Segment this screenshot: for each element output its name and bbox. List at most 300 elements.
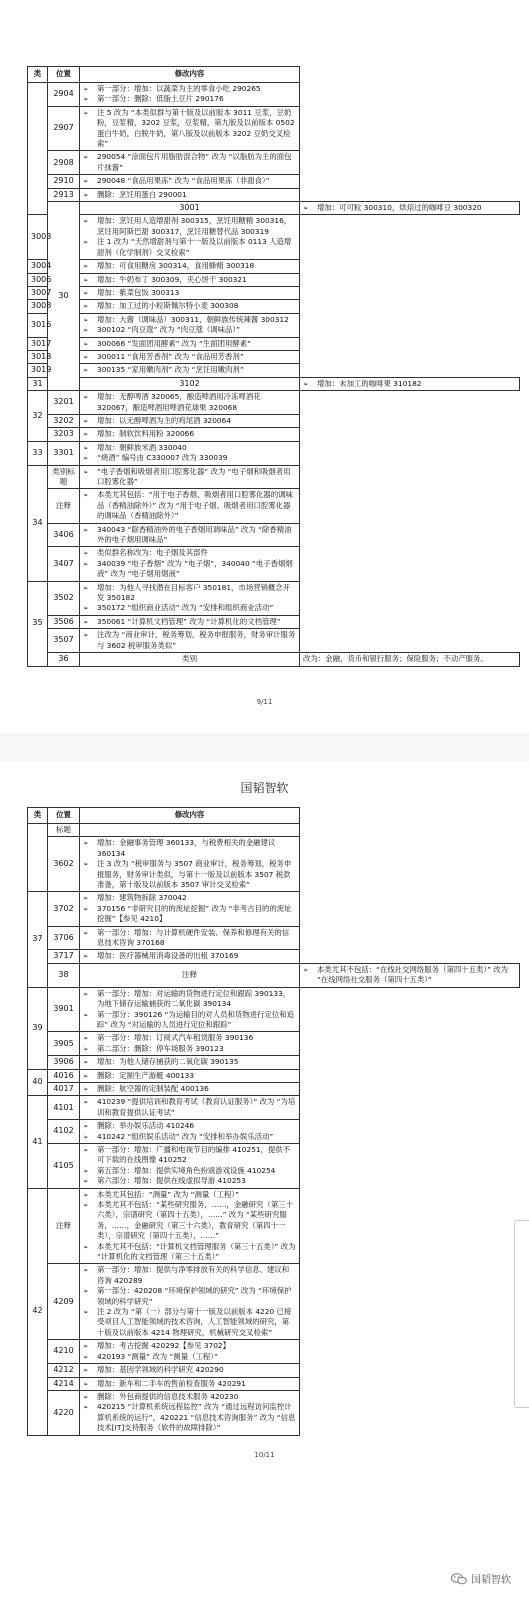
arrow-bullet-icon: ➢: [83, 1201, 89, 1209]
change-item: [83, 1352, 296, 1362]
change-text: 420193 “测量” 改为 “测量（工程）”: [97, 1351, 218, 1361]
table-row: [28, 300, 520, 313]
arrow-bullet-icon: ➢: [83, 928, 89, 937]
arrow-bullet-icon: ➢: [83, 1098, 89, 1107]
change-item: [83, 1200, 296, 1242]
position-cell: 4101: [48, 1096, 80, 1120]
header-class: 类: [28, 67, 48, 83]
change-content-cell: [80, 414, 300, 427]
position-cell: 4105: [48, 1143, 80, 1188]
change-content-cell: [80, 629, 300, 653]
change-text: 增加：可可粒 300310，烘焙过的咖啡豆 300320: [317, 203, 482, 213]
change-item: [83, 1057, 296, 1067]
arrow-bullet-icon: ➢: [83, 352, 89, 361]
position-cell: 3001: [80, 202, 300, 215]
change-text: 增加：可食用糖房 300314，食用蜂蜡 300318: [97, 261, 255, 271]
change-text: 第一部分：增加：订阅式汽车租赁服务 390136: [97, 1033, 254, 1043]
change-text: 增加：以无醇啤酒为主的鸡尾酒 320064: [97, 415, 232, 425]
arrow-bullet-icon: ➢: [83, 85, 89, 93]
position-cell: 3706: [48, 926, 80, 950]
position-cell: 3717: [48, 950, 80, 963]
position-cell: 2908: [48, 151, 80, 175]
change-text: 本类尤其不包括：“某些研究服务，……，金融研究（第三十六类），宗谱研究（第四十五类），……” 改为 “某些研究服务，……，金融研究（第三十六类），教育研究（第四十一类），宗谱研究（第四十五类），……”: [97, 1200, 293, 1241]
change-item: [83, 152, 296, 173]
position-cell: 4209: [48, 1264, 80, 1340]
arrow-bullet-icon: ➢: [83, 1379, 89, 1388]
arrow-bullet-icon: ➢: [83, 604, 89, 613]
change-text: 改为：金融，货币和银行服务；保险服务；不动产服务。: [303, 654, 488, 664]
position-cell: 注释: [80, 963, 300, 987]
change-item: [83, 1242, 296, 1263]
table-row: [28, 824, 520, 837]
change-item: [83, 630, 296, 651]
change-content-cell: [80, 350, 300, 363]
header-content: 修改内容: [80, 67, 300, 83]
class-number-cell: [28, 83, 48, 215]
change-text: 300102 “肉豆蔻” 改为 “肉豆蔻（调味品）”: [97, 325, 240, 335]
change-text: 增加：无醇啤酒 320065，酿造啤酒用冷冻啤酒花 320067，酿造啤酒用啤酒花球果 320068: [97, 392, 261, 412]
change-item: [83, 261, 296, 271]
table-row: [28, 286, 520, 299]
arrow-bullet-icon: ➢: [83, 1044, 89, 1053]
change-item: [83, 1265, 296, 1286]
change-item: [83, 603, 296, 613]
change-text: 删除：航空器的定制装配 400136: [97, 1083, 209, 1093]
class-number-cell: 31: [28, 377, 48, 390]
change-item: [83, 1190, 296, 1200]
change-item: [83, 548, 296, 558]
change-text: 第一部分：增加：提供与净零排放有关的科学信息、建议和咨询 420289: [97, 1265, 290, 1285]
change-item: [83, 859, 296, 890]
arrow-bullet-icon: ➢: [83, 366, 89, 375]
table-row: [28, 926, 520, 950]
arrow-bullet-icon: ➢: [83, 1342, 89, 1351]
position-cell: 2907: [48, 106, 80, 151]
change-text: 第一部分：增加：广播和电视节目的编排 410251，提供不可下载的在线图像 410252: [97, 1144, 291, 1165]
change-text: “烧酒” 编号由 C330007 改为 330039: [97, 453, 228, 463]
change-content-cell: [80, 465, 300, 489]
change-item: [83, 453, 296, 463]
change-content-cell: [80, 1377, 300, 1390]
change-item: [83, 237, 296, 258]
change-text: 增加：建筑物拆除 370042: [97, 893, 187, 903]
arrow-bullet-icon: ➢: [83, 467, 89, 476]
change-content-cell: [80, 837, 300, 892]
change-content-cell: [80, 364, 300, 377]
table-row: [28, 629, 520, 653]
change-item: [83, 467, 296, 488]
table-row: [28, 151, 520, 175]
arrow-bullet-icon: ➢: [83, 839, 89, 848]
change-item: [83, 490, 296, 521]
table-row: [28, 414, 520, 427]
arrow-bullet-icon: ➢: [83, 288, 89, 297]
table-row: [28, 175, 520, 188]
change-item: [83, 315, 296, 325]
arrow-bullet-icon: ➢: [83, 860, 89, 869]
arrow-bullet-icon: ➢: [83, 1242, 89, 1251]
arrow-bullet-icon: ➢: [83, 339, 89, 348]
change-item: [83, 617, 296, 627]
change-text: 410242 “组织娱乐活动” 改为 “安排和举办娱乐活动”: [97, 1131, 274, 1141]
position-cell: 3506: [48, 615, 80, 628]
position-cell: 类别: [80, 653, 300, 666]
table-row: [28, 215, 520, 260]
change-text: 本类尤其包括：“测量” 改为 “测量（工程）”: [97, 1189, 239, 1199]
table-header-row: [28, 808, 520, 824]
position-cell: 注释: [48, 489, 80, 523]
change-content-cell: [80, 313, 300, 337]
table-row: [28, 83, 520, 107]
change-text: 第六部分：增加：提供在线虚拟导游 410253: [97, 1176, 246, 1186]
class-number-cell: 40: [28, 1069, 48, 1096]
table-header-row: [28, 67, 520, 83]
change-text: 本类尤其包括：“用于电子香烟、吸烟者用口腔雾化器的调味品（香精油除外）” 改为 “用于电子烟、吸烟者用口腔雾化器的调味品（香精油除外）”: [97, 490, 293, 521]
change-text: 类似群名称改为：电子烟及其部件: [97, 548, 208, 558]
change-item: [83, 1033, 296, 1043]
change-item: [83, 301, 296, 311]
table-row: [28, 465, 520, 489]
arrow-bullet-icon: ➢: [83, 326, 89, 335]
table-row: [28, 428, 520, 441]
change-text: 增加：紫菜包饭 300313: [97, 287, 180, 297]
change-content-cell: [80, 215, 300, 260]
change-content-cell: [300, 202, 520, 215]
change-item: [83, 288, 296, 298]
change-item: [83, 443, 296, 453]
change-content-cell: [80, 892, 300, 926]
change-text: 第一部分：增加：以蔬菜为主的零食小吃 290265: [97, 84, 261, 93]
position-cell: 3407: [48, 547, 80, 581]
change-text: 增加：烹饪用人造增甜剂 300315，烹饪用糖精 300316，烹饪用阿斯巴甜 300317，烹饪用糖替代品 300319: [97, 216, 292, 236]
table-row: [28, 188, 520, 201]
arrow-bullet-icon: ➢: [303, 204, 309, 213]
table-row: [28, 391, 520, 415]
position-cell: 3007: [28, 286, 48, 299]
arrow-bullet-icon: ➢: [83, 95, 89, 104]
change-text: 增加：大酱（调味品）300311，朝鲜族传统辣酱 300312: [97, 314, 289, 324]
table-row: [28, 523, 520, 547]
change-content-cell: [80, 581, 300, 615]
arrow-bullet-icon: ➢: [83, 904, 89, 913]
change-content-cell: [80, 1120, 300, 1144]
position-cell: 3502: [48, 581, 80, 615]
arrow-bullet-icon: ➢: [83, 1084, 89, 1093]
header-position: 位置: [48, 67, 80, 83]
change-content-cell: [80, 1069, 300, 1082]
wechat-icon: [451, 1573, 467, 1585]
table-row: [28, 1340, 520, 1364]
arrow-bullet-icon: ➢: [83, 1308, 89, 1317]
class-number-cell: [28, 824, 48, 892]
arrow-bullet-icon: ➢: [83, 1352, 89, 1361]
change-content-cell: [80, 547, 300, 581]
arrow-bullet-icon: ➢: [83, 1287, 89, 1296]
class-number-cell: 42: [28, 1188, 48, 1435]
change-item: [83, 176, 296, 186]
change-item: [83, 1307, 296, 1338]
change-item: [83, 108, 296, 150]
table-row: [28, 1096, 520, 1120]
change-text: 第一部分：删除：低脂土豆片 290176: [97, 94, 224, 104]
change-text: 注 3 改为 “税审服务与 3507 商业审计，税务筹划，税务申报服务，财务审计类似，与第十一版及以前版本 3507 税款准备，第十版及以前版本 3507 审计交叉检索”: [97, 859, 292, 890]
change-text: 340039 “电子香烟” 改为 “电子烟”，340040 “电子香烟烟液” 改为 “电子烟用烟液”: [97, 558, 293, 579]
position-cell: 3901: [48, 987, 80, 1032]
table-row: [28, 377, 520, 390]
change-item: [83, 339, 296, 349]
arrow-bullet-icon: ➢: [83, 1132, 89, 1141]
header-class: 类: [28, 808, 48, 824]
change-item: [83, 904, 296, 925]
change-content-cell: [80, 1082, 300, 1095]
change-content-cell: [80, 950, 300, 963]
change-item: [83, 525, 296, 546]
change-item: [303, 965, 516, 986]
arrow-bullet-icon: ➢: [83, 559, 89, 568]
position-cell: 3004: [28, 260, 48, 273]
arrow-bullet-icon: ➢: [83, 1058, 89, 1067]
position-cell: 4017: [48, 1082, 80, 1095]
position-cell: 4210: [48, 1340, 80, 1364]
change-content-cell: [80, 273, 300, 286]
arrow-bullet-icon: ➢: [83, 1034, 89, 1043]
table-row: [28, 1056, 520, 1069]
table-row: [28, 987, 520, 1032]
change-text: 第一部分：390126 “为运输目的对人员和货物进行定位和追踪” 改为 “对运输的人员进行定位和跟踪”: [97, 1009, 294, 1029]
change-content-cell: [80, 1340, 300, 1364]
change-content-cell: [300, 377, 520, 390]
change-content-cell: [80, 615, 300, 628]
arrow-bullet-icon: ➢: [83, 275, 89, 284]
watermark-text: 国韬智软: [471, 1575, 511, 1586]
change-item: [83, 1044, 296, 1054]
change-item: [83, 1071, 296, 1081]
class-number-cell: 39: [28, 987, 48, 1069]
change-text: 第一部分：420208 “环境保护领域的研究” 改为 “环境保护领域的科学研究”: [97, 1286, 292, 1306]
change-item: [83, 1341, 296, 1351]
arrow-bullet-icon: ➢: [83, 1071, 89, 1080]
arrow-bullet-icon: ➢: [83, 894, 89, 903]
class-number-cell: 34: [28, 465, 48, 581]
change-text: 本类尤其不包括：“在线社交网络服务（第四十五类）” 改为 “在线网络社交服务（第四十五类）”: [317, 964, 509, 985]
wechat-watermark: [451, 1571, 511, 1586]
position-cell: 2913: [48, 188, 80, 201]
table-row: [28, 1069, 520, 1082]
table-row: [28, 273, 520, 286]
change-item: [83, 190, 296, 200]
arrow-bullet-icon: ➢: [83, 491, 89, 500]
change-content-cell: [80, 824, 300, 837]
position-cell: 4212: [48, 1364, 80, 1377]
table-row: [28, 441, 520, 465]
table-row: [28, 837, 520, 892]
change-item: [83, 893, 296, 903]
table-row: [28, 892, 520, 926]
table-row: [28, 364, 520, 377]
position-cell: 4102: [48, 1120, 80, 1144]
position-cell: 3406: [48, 523, 80, 547]
change-text: 290048 “食品用果冻” 改为 “食品用果冻（非甜食）”: [97, 176, 270, 186]
change-text: 增加：未加工的咖啡果 310182: [317, 378, 422, 388]
change-text: 增加：牛奶布丁 300309，夹心饼干 300321: [97, 274, 247, 284]
class-number-cell: 32: [28, 391, 48, 442]
change-text: 增加：考古挖掘 420292【参见 3702】: [97, 1341, 231, 1351]
arrow-bullet-icon: ➢: [83, 454, 89, 463]
position-cell: 3008: [28, 300, 48, 313]
change-text: 350061 “计算机文档管理” 改为 “计算机化的文档管理”: [97, 616, 281, 626]
change-item: [303, 379, 516, 389]
change-item: [83, 1132, 296, 1142]
table-row: [28, 1377, 520, 1390]
change-content-cell: [80, 106, 300, 151]
class-number-cell: 41: [28, 1096, 48, 1188]
table-row: [28, 106, 520, 151]
change-item: [83, 1286, 296, 1307]
change-item: [303, 654, 516, 664]
change-content-cell: [80, 1188, 300, 1264]
change-content-cell: [80, 1143, 300, 1188]
change-text: 300066 “发面团用酵素” 改为 “生面团用酵素”: [97, 338, 252, 348]
change-item: [83, 352, 296, 362]
position-cell: 注释: [48, 1188, 80, 1264]
change-text: 增加：金融事务管理 360133，与税费相关的金融建议 360134: [97, 838, 276, 858]
position-cell: 3905: [48, 1032, 80, 1056]
position-cell: 4016: [48, 1069, 80, 1082]
page-number: 10/11: [254, 1451, 275, 1459]
change-content-cell: [80, 428, 300, 441]
table-row: [28, 260, 520, 273]
arrow-bullet-icon: ➢: [83, 190, 89, 199]
position-cell: 2910: [48, 175, 80, 188]
arrow-bullet-icon: ➢: [83, 153, 89, 162]
class-number-cell: 37: [28, 892, 48, 987]
position-cell: 3102: [80, 377, 300, 390]
position-cell: 3003: [28, 215, 48, 260]
change-text: 注 5 改为 “本类似群与第十版及以前版本 3011 豆浆，豆奶粉，豆浆精，3202 豆浆，豆浆精，第九版及以前版本 0502 蛋白牛奶，白脱牛奶，第八版及以前版本 3202 豆奶交叉检索”: [97, 107, 295, 149]
arrow-bullet-icon: ➢: [83, 583, 89, 592]
change-item: [83, 392, 296, 413]
arrow-bullet-icon: ➢: [83, 989, 89, 998]
arrow-bullet-icon: ➢: [83, 238, 89, 247]
change-text: 删除：烹饪用蛋白 290001: [97, 189, 187, 199]
header-position: 位置: [48, 808, 80, 824]
class-number-cell: 36: [48, 653, 80, 666]
change-content-cell: [80, 1390, 300, 1435]
position-cell: 类别标题: [48, 465, 80, 489]
change-content-cell: [80, 1096, 300, 1120]
change-text: 增加：朝鲜族米酒 330040: [97, 442, 187, 452]
table-row: [28, 653, 520, 666]
change-content-cell: [80, 1364, 300, 1377]
change-text: 增加：为他人储存捕获的二氧化碳 390135: [97, 1057, 239, 1067]
change-item: [83, 84, 296, 94]
arrow-bullet-icon: ➢: [83, 302, 89, 311]
table-row: [28, 1390, 520, 1435]
change-text: 增加：加工过的小粒斯佩尔特小麦 300308: [97, 301, 239, 311]
change-text: 增加：为他人寻找潜在目标客户 350181，市场营销概念开发 350182: [97, 582, 291, 603]
class-number-cell: 33: [28, 441, 48, 465]
change-item: [83, 838, 296, 859]
change-content-cell: [300, 963, 520, 987]
change-text: 增加：基因学领域的科学研究 420290: [97, 1365, 224, 1375]
table-row: [28, 615, 520, 628]
table-row: [28, 963, 520, 987]
change-content-cell: [80, 926, 300, 950]
position-cell: 标题: [48, 824, 80, 837]
change-item: [83, 1010, 296, 1031]
position-cell: 3202: [48, 414, 80, 427]
table-row: [28, 1143, 520, 1188]
position-cell: 3906: [48, 1056, 80, 1069]
change-text: 注 2 改为 “第（一）部分与第十一版及以前版本 4220 已接受项目人工智能领域的技术咨询，人工智能领域的研究，第十版及以前版本 4214 物理研究，机械研究交叉检索”: [97, 1307, 292, 1337]
header-content: 修改内容: [80, 808, 300, 824]
change-item: [83, 416, 296, 426]
change-text: 300135 “家用嫩肉剂” 改为 “烹饪用嫩肉剂”: [97, 365, 244, 375]
table-row: [28, 350, 520, 363]
arrow-bullet-icon: ➢: [83, 177, 89, 186]
arrow-bullet-icon: ➢: [83, 1366, 89, 1375]
table-row: [28, 1264, 520, 1340]
change-item: [83, 94, 296, 104]
arrow-bullet-icon: ➢: [83, 1166, 89, 1175]
revision-table-page-10: [27, 807, 520, 1436]
change-item: [83, 1365, 296, 1375]
change-item: [83, 325, 296, 335]
position-cell: 2904: [48, 83, 80, 107]
change-item: [83, 216, 296, 237]
table-row: [28, 1082, 520, 1095]
change-text: 290054 “涂面包片用脂肪混合物” 改为 “以脂肪为主的面包片抹酱”: [97, 152, 292, 172]
position-cell: 4214: [48, 1377, 80, 1390]
change-text: 删除：外包商提供的信息技术服务 420230: [97, 1391, 239, 1401]
change-content-cell: [300, 653, 520, 666]
change-text: 370156 “非研究目的的废址挖掘” 改为 “非考古目的的废址挖掘”【参见 4210】: [97, 903, 292, 924]
arrow-bullet-icon: ➢: [83, 1190, 89, 1199]
change-item: [83, 1166, 296, 1176]
arrow-bullet-icon: ➢: [83, 430, 89, 439]
change-text: 第一部分：增加：对运输的货物进行定位和跟踪 390133，为地下储存运输捕获的二氧化碳 390134: [97, 988, 291, 1009]
change-text: 第二部分：删除：停车场服务 390123: [97, 1043, 224, 1053]
change-item: [83, 583, 296, 604]
change-item: [83, 429, 296, 439]
change-text: 第一部分：增加：与计算机硬件安装、保养和修理有关的信息技术咨询 370168: [97, 927, 290, 948]
change-item: [83, 928, 296, 949]
change-item: [83, 1145, 296, 1166]
class-number-cell: 35: [28, 581, 48, 666]
arrow-bullet-icon: ➢: [83, 525, 89, 534]
change-item: [303, 203, 516, 213]
table-row: [28, 337, 520, 350]
change-item: [83, 1176, 296, 1186]
arrow-bullet-icon: ➢: [83, 262, 89, 271]
arrow-bullet-icon: ➢: [83, 1145, 89, 1154]
position-cell: 3019: [28, 364, 48, 377]
document-page-9: [0, 0, 529, 733]
page-number: 9/11: [256, 698, 273, 706]
change-content-cell: [80, 286, 300, 299]
change-text: 注改为 “商业审计，税务筹划，税务申报服务，财务审计服务与 3602 税审服务类似”: [97, 630, 296, 650]
change-item: [83, 559, 296, 580]
change-item: [83, 1379, 296, 1389]
change-text: 删除：定制生产游艇 400133: [97, 1070, 195, 1080]
position-cell: 3702: [48, 892, 80, 926]
side-panel-edge: [514, 1220, 529, 1408]
change-content-cell: [80, 151, 300, 175]
table-row: [28, 313, 520, 337]
change-text: 删除：举办娱乐活动 410246: [97, 1121, 195, 1131]
position-cell: 3006: [28, 273, 48, 286]
position-cell: 3018: [28, 350, 48, 363]
